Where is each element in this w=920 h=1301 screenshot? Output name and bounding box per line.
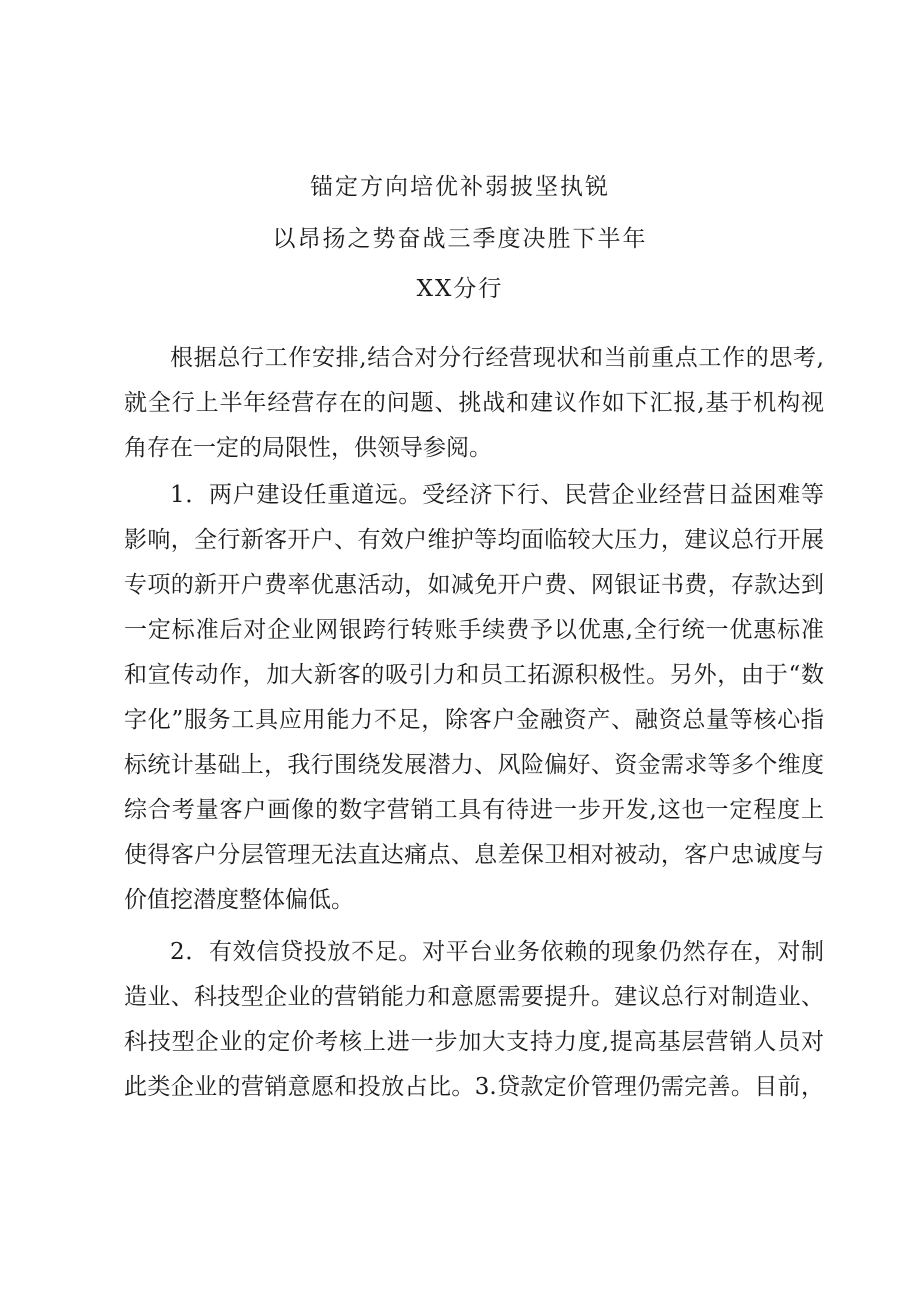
- paragraph-item-2: [124, 930, 824, 1110]
- text-line: 此类企业的营销意愿和投放占比。3.贷款定价管理仍需完善。目前，: [124, 1074, 824, 1100]
- text-line: 和宣传动作，加大新客的吸引力和员工拓源积极性。另外，由于“数: [124, 662, 824, 688]
- title-line-1: 锚定方向培优补弱披坚执锐: [310, 174, 610, 200]
- text-line: 标统计基础上，我行围绕发展潜力、风险偏好、资金需求等多个维度: [124, 752, 824, 778]
- text-line: 字化”服务工具应用能力不足，除客户金融资产、融资总量等核心指: [124, 707, 824, 733]
- text-line: 角存在一定的局限性，供领导参阅。: [124, 435, 492, 461]
- text-line: 使得客户分层管理无法直达痛点、息差保卫相对被动，客户忠诚度与: [124, 842, 824, 868]
- text-line: 综合考量客户画像的数字营销工具有待进一步开发,这也一定程度上: [124, 797, 824, 823]
- title-line-2: 以昂扬之势奋战三季度决胜下半年: [272, 226, 648, 252]
- text-line: 2．有效信贷投放不足。对平台业务依赖的现象仍然存在，对制: [170, 939, 824, 965]
- text-line: 科技型企业的定价考核上进一步加大支持力度,提高基层营销人员对: [124, 1029, 824, 1055]
- paragraph-intro: [124, 336, 824, 471]
- paragraph-item-1: [124, 473, 824, 923]
- text-line: 影响，全行新客开户、有效户维护等均面临较大压力，建议总行开展: [124, 527, 824, 553]
- text-line: 价值挖潜度整体偏低。: [124, 887, 354, 913]
- text-line: 专项的新开户费率优惠活动，如减免开户费、网银证书费，存款达到: [124, 572, 824, 598]
- author-line: XX分行: [416, 276, 504, 302]
- text-line: 根据总行工作安排,结合对分行经营现状和当前重点工作的思考,: [170, 345, 824, 371]
- text-line: 1．两户建设任重道远。受经济下行、民营企业经营日益困难等: [170, 482, 824, 508]
- text-line: 一定标准后对企业网银跨行转账手续费予以优惠,全行统一优惠标准: [124, 617, 824, 643]
- text-line: 就全行上半年经营存在的问题、挑战和建议作如下汇报,基于机构视: [124, 390, 824, 416]
- text-line: 造业、科技型企业的营销能力和意愿需要提升。建议总行对制造业、: [124, 984, 824, 1010]
